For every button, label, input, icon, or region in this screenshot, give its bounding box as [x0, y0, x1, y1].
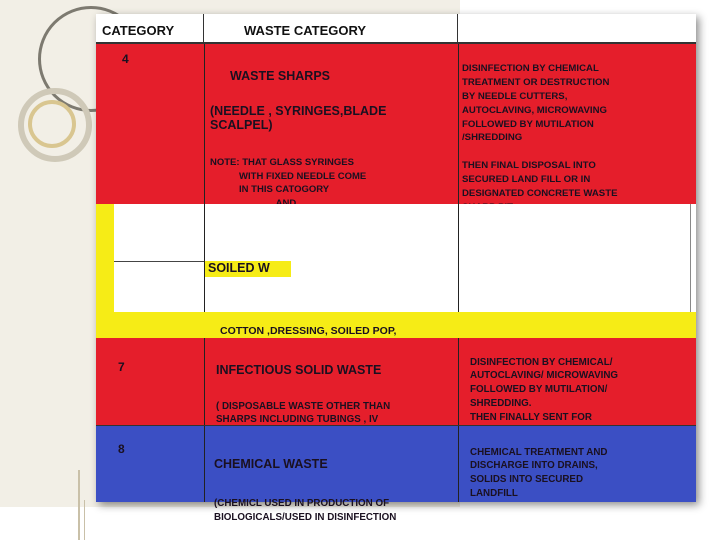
row-divider — [96, 425, 696, 426]
blank-divider — [458, 204, 459, 312]
row-4-treatment — [458, 44, 696, 204]
row-7-treatment — [458, 338, 696, 426]
header-category-label: CATEGORY — [102, 23, 175, 38]
row-4-number — [96, 44, 204, 204]
row-treatment: DISINFECTION BY CHEMICAL/ AUTOCLAVING/ MICROWAVING FOLLOWED BY MUTILATION/ SHREDDING. THEN FINALLY SENT FOR — [470, 356, 619, 423]
row-subtitle: COTTON ,DRESSING, SOILED POP, — [220, 325, 397, 338]
blank-divider — [204, 204, 205, 312]
column-divider — [204, 44, 205, 204]
row-title: CHEMICAL WASTE — [214, 456, 328, 471]
row-8-number — [96, 426, 204, 502]
header-waste-category — [204, 14, 458, 44]
row-title: INFECTIOUS SOLID WASTE — [216, 362, 382, 377]
row-7-waste — [204, 338, 458, 426]
blank-divider — [114, 261, 204, 262]
blank-divider — [690, 204, 691, 312]
row-title: WASTE SHARPS — [230, 68, 331, 83]
header-treatment — [458, 14, 696, 44]
row-title: SOILED W — [208, 261, 270, 275]
row-treatment: CHEMICAL TREATMENT AND DISCHARGE INTO DRAINS, SOLIDS INTO SECURED LANDFILL — [470, 446, 608, 499]
row-7-number — [96, 338, 204, 426]
row-8-treatment — [458, 426, 696, 502]
row-note: NOTE: THAT GLASS SYRINGES WITH FIXED NEEDLE COME IN THIS CATOGORY — [210, 156, 367, 196]
row-4-waste — [204, 44, 458, 204]
row-number: 7 — [118, 360, 125, 374]
blank-row — [96, 204, 696, 312]
row-8-waste — [204, 426, 458, 523]
row-subtitle: ( DISPOSABLE WASTE OTHER THAN SHARPS INCLUDING TUBINGS , IV — [216, 400, 391, 426]
column-divider — [458, 44, 459, 204]
waste-category-table — [96, 14, 696, 523]
row-treatment: DISINFECTION BY CHEMICAL TREATMENT OR DESTRUCTION BY NEEDLE CUTTERS, AUTOCLAVING, MICROWAVING FOLLOWED BY MUTILATION /SHREDDING THEN FINAL DISPOSAL INTO SECURED LAND FILL OR IN DESIGNATED CONCRETE WASTE — [462, 62, 618, 200]
soiled-waste-items — [204, 312, 458, 338]
column-divider — [458, 338, 459, 502]
decorative-line — [84, 500, 85, 540]
decorative-ring-icon — [28, 100, 76, 148]
row-number: 4 — [122, 52, 129, 66]
header-category — [96, 14, 204, 44]
decorative-line — [78, 470, 80, 540]
column-divider — [204, 338, 205, 502]
row-subtitle: (NEEDLE , SYRINGES,BLADE SCALPEL) — [210, 103, 387, 133]
row-number: 8 — [118, 442, 125, 456]
row-subtitle: (CHEMICL USED IN PRODUCTION OF BIOLOGICALS/USED IN DISINFECTION — [214, 497, 397, 523]
soiled-waste-label — [205, 261, 291, 277]
header-waste-category-label: WASTE CATEGORY — [244, 23, 367, 38]
